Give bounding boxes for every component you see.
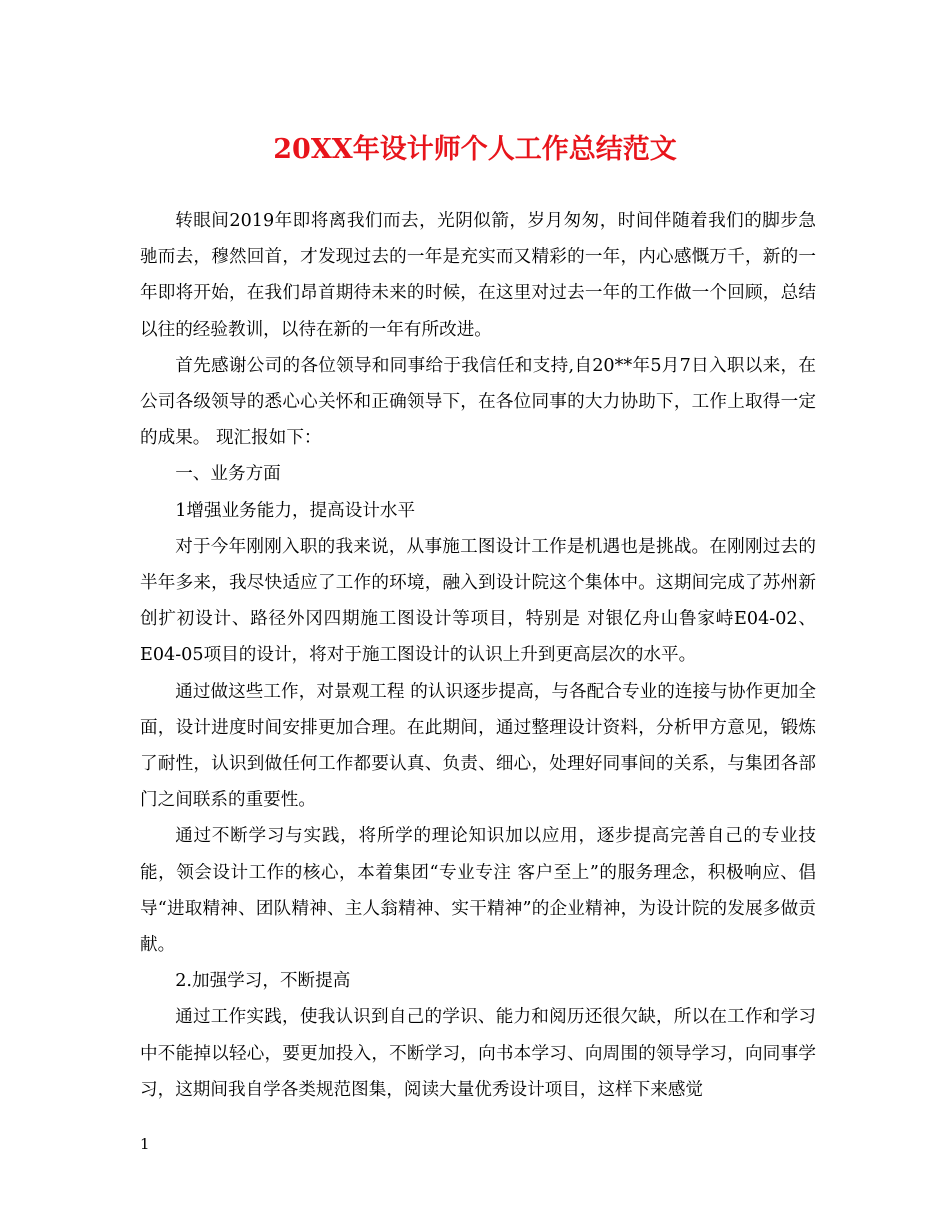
paragraph: 首先感谢公司的各位领导和同事给于我信任和支持,自20**年5月7日入职以来，在公司各级领导的悉心心关怀和正确领导下，在各位同事的大力协助下，工作上取得一定的成果。 现汇报如下： (140, 355, 816, 449)
document-title: 20XX年设计师个人工作总结范文 (273, 134, 677, 165)
subsection-heading: 1增强业务能力，提高设计水平 (175, 500, 416, 521)
paragraph: 对于今年刚刚入职的我来说，从事施工图设计工作是机遇也是挑战。在刚刚过去的半年多来，我尽快适应了工作的环境，融入到设计院这个集体中。这期间完成了苏州新创扩初设计、路径外冈四期施工图设计等项目，特别是 对银亿舟山鲁家峙E04-02、E04-05项目的设计，将对于施工图设计的认识上升到更高层次的水平。 (140, 536, 816, 666)
page-number: 1 (140, 1135, 150, 1153)
subsection-heading: 2.加强学习，不断提高 (175, 971, 351, 992)
paragraph: 通过工作实践，使我认识到自己的学识、能力和阅历还很欠缺，所以在工作和学习中不能掉以轻心，要更加投入，不断学习，向书本学习、向周围的领导学习，向同事学习，这期间我自学各类规范图集，阅读大量优秀设计项目，这样下来感觉 (140, 1007, 816, 1100)
paragraph: 转眼间2019年即将离我们而去，光阴似箭，岁月匆匆，时间伴随着我们的脚步急驰而去，穆然回首，才发现过去的一年是充实而又精彩的一年，内心感慨万千，新的一年即将开始，在我们昂首期待未来的时候，在这里对过去一年的工作做一个回顾，总结以往的经验教训，以待在新的一年有所改进。 (140, 211, 816, 340)
document-body (140, 203, 816, 1108)
section-heading: 一、业务方面 (175, 464, 281, 485)
paragraph: 通过不断学习与实践，将所学的理论知识加以应用，逐步提高完善自己的专业技能，领会设计工作的核心，本着集团“专业专注 客户至上”的服务理念，积极响应、倡导“进取精神、团队精神、主人翁精神、实干精神”的企业精神，为设计院的发展多做贡献。 (140, 826, 816, 956)
paragraph: 通过做这些工作，对景观工程 的认识逐步提高，与各配合专业的连接与协作更加全面，设计进度时间安排更加合理。在此期间，通过整理设计资料，分析甲方意见，锻炼了耐性，认识到做任何工作都要认真、负责、细心，处理好同事间的关系，与集团各部门之间联系的重要性。 (140, 681, 816, 811)
